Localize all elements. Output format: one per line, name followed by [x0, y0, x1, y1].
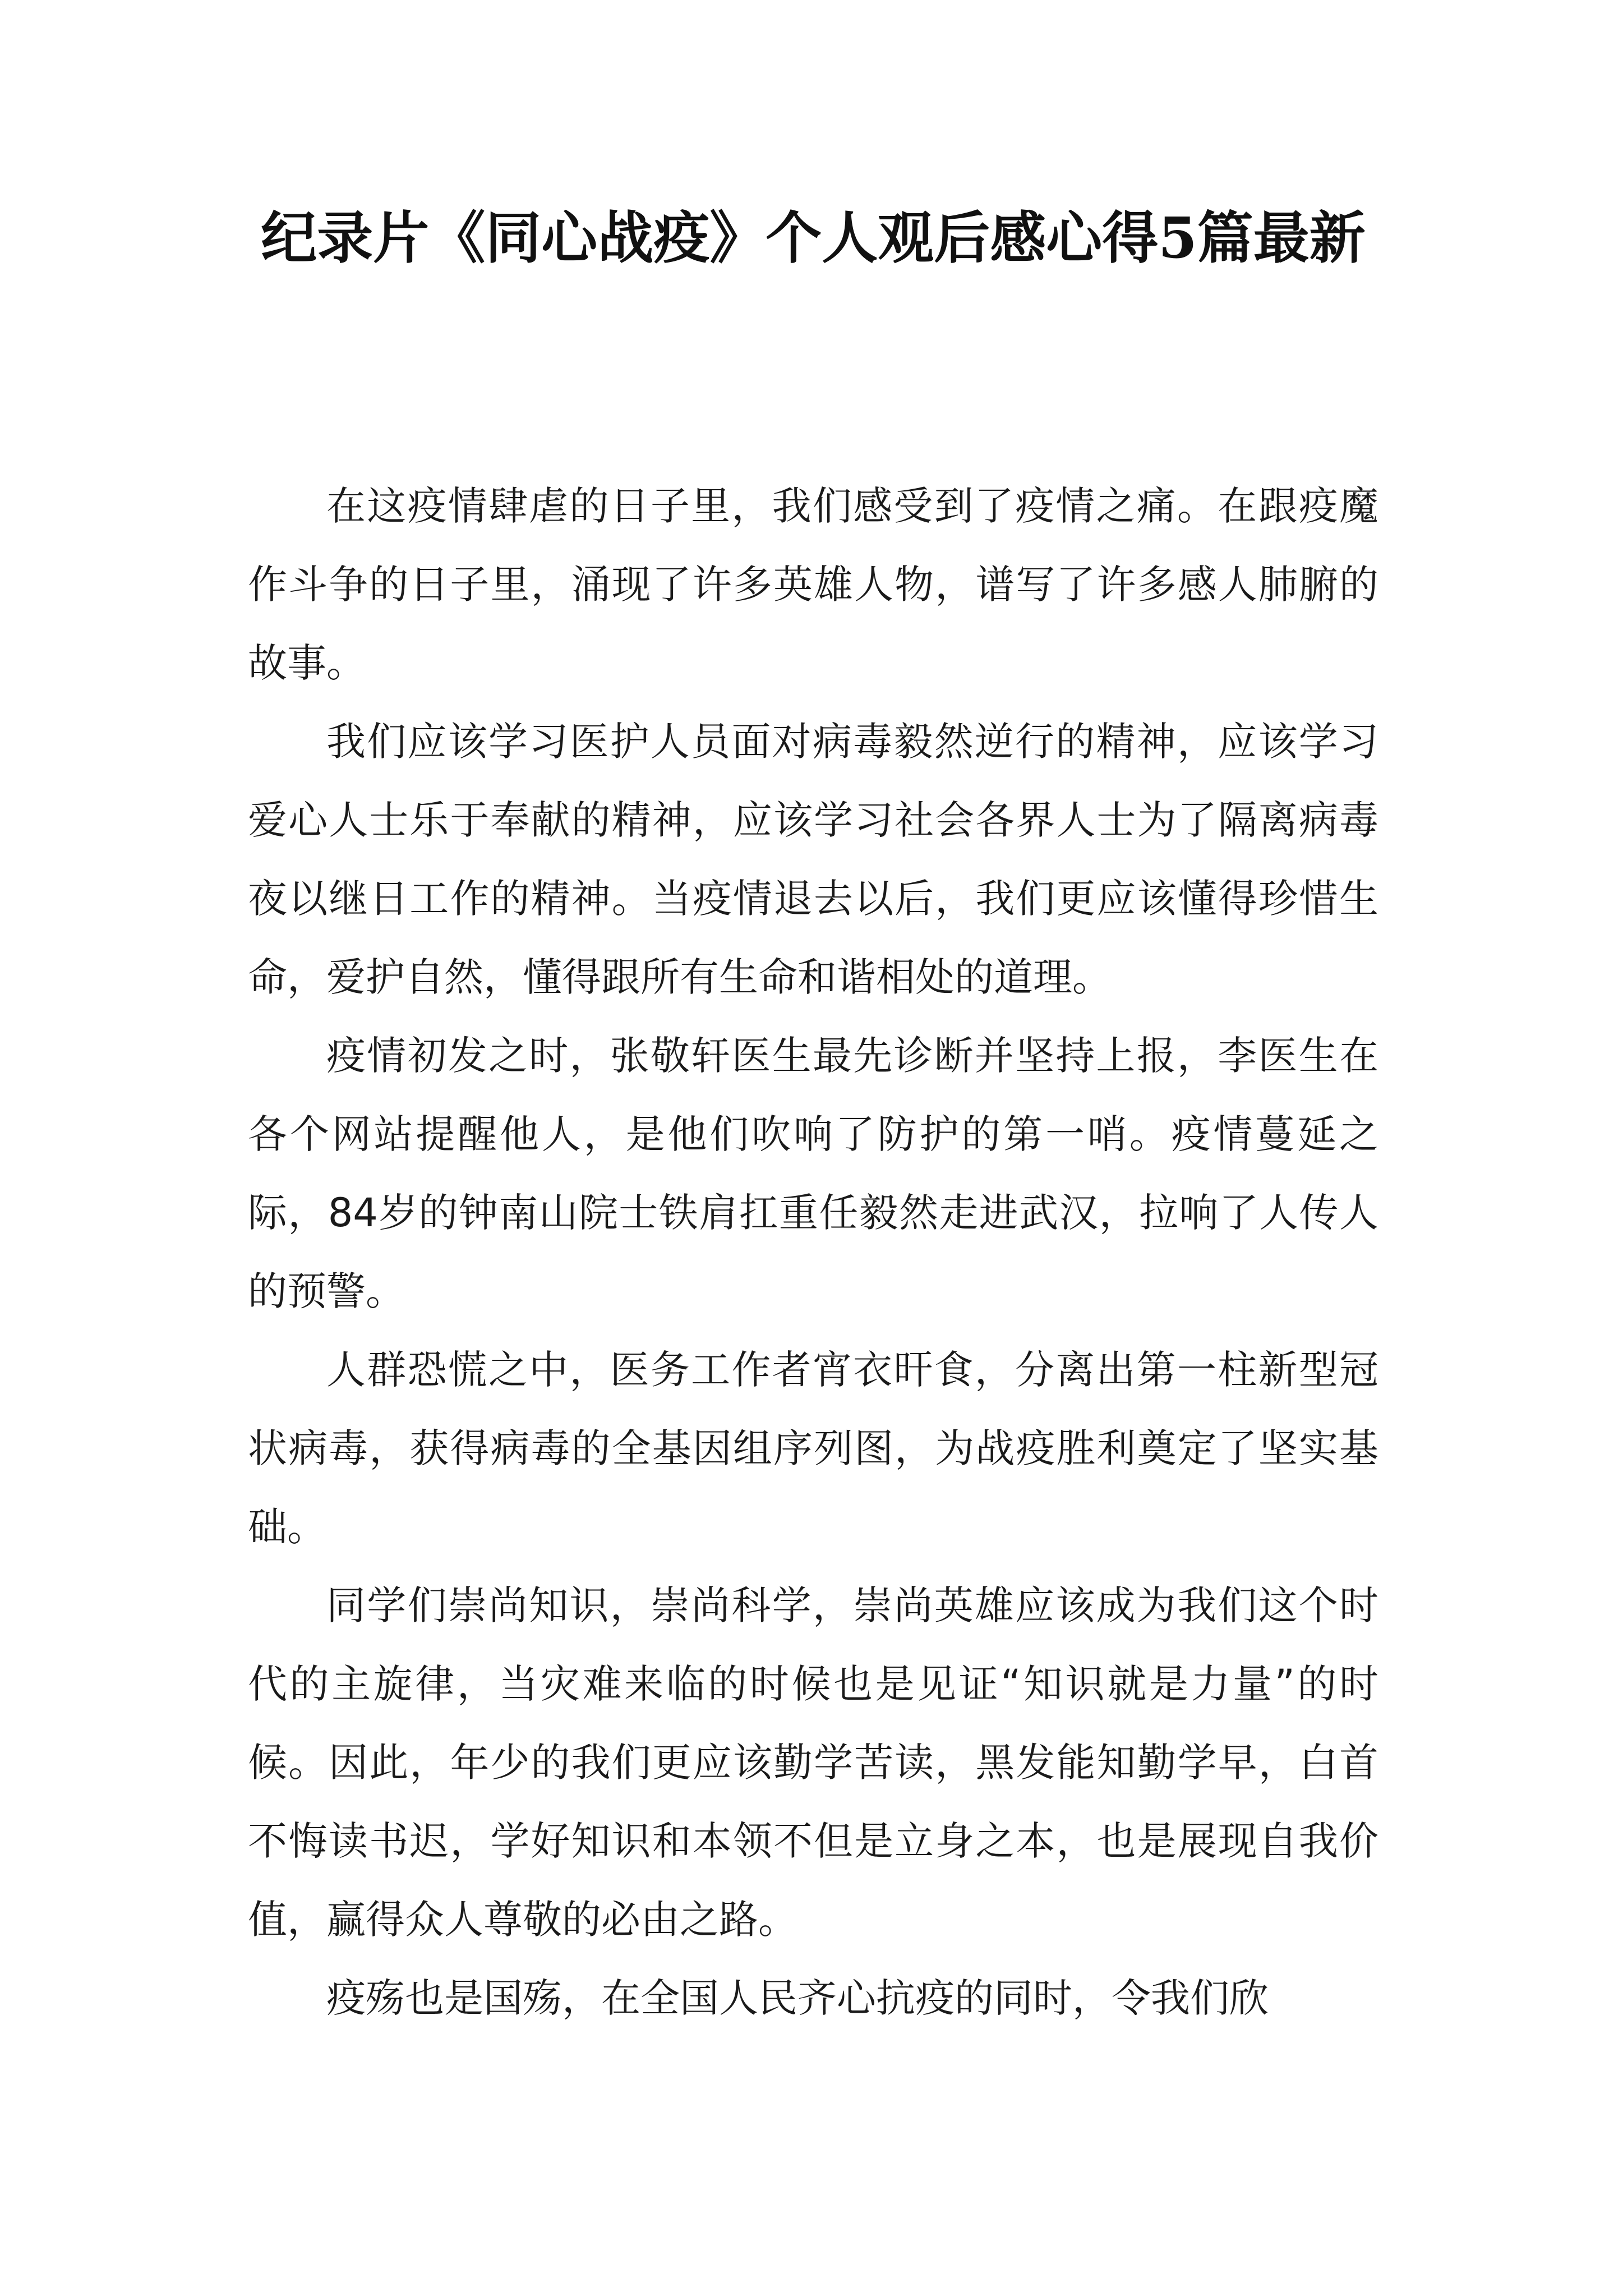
document-body — [248, 467, 1378, 2037]
document-title: 纪录片《同心战疫》个人观后感心得5篇最新 — [261, 205, 1366, 271]
paragraph: 在这疫情肆虐的日子里，我们感受到了疫情之痛。在跟疫魔作斗争的日子里，涌现了许多英雄人物，谱写了许多感人肺腑的故事。 — [248, 483, 1378, 686]
paragraph: 同学们崇尚知识，崇尚科学，崇尚英雄应该成为我们这个时代的主旋律，当灾难来临的时候也是见证“知识就是力量”的时候。因此，年少的我们更应该勤学苦读，黑发能知勤学早，白首不悔读书迟，学好知识和本领不但是立身之本，也是展现自我价值，赢得众人尊敬的必由之路。 — [248, 1582, 1378, 1943]
paragraph: 疫殇也是国殇，在全国人民齐心抗疫的同时，令我们欣 — [326, 1975, 1269, 2021]
paragraph: 人群恐慌之中，医务工作者宵衣旰食，分离出第一柱新型冠状病毒，获得病毒的全基因组序列图，为战疫胜利奠定了坚实基础。 — [248, 1347, 1378, 1550]
paragraph: 疫情初发之时，张敬轩医生最先诊断并坚持上报，李医生在各个网站提醒他人，是他们吹响了防护的第一哨。疫情蔓延之际，84岁的钟南山院士铁肩扛重任毅然走进武汉，拉响了人传人的预警。 — [248, 1033, 1378, 1314]
paragraph: 我们应该学习医护人员面对病毒毅然逆行的精神，应该学习爱心人士乐于奉献的精神，应该学习社会各界人士为了隔离病毒夜以继日工作的精神。当疫情退去以后，我们更应该懂得珍惜生命，爱护自然，懂得跟所有生命和谐相处的道理。 — [248, 719, 1378, 1000]
